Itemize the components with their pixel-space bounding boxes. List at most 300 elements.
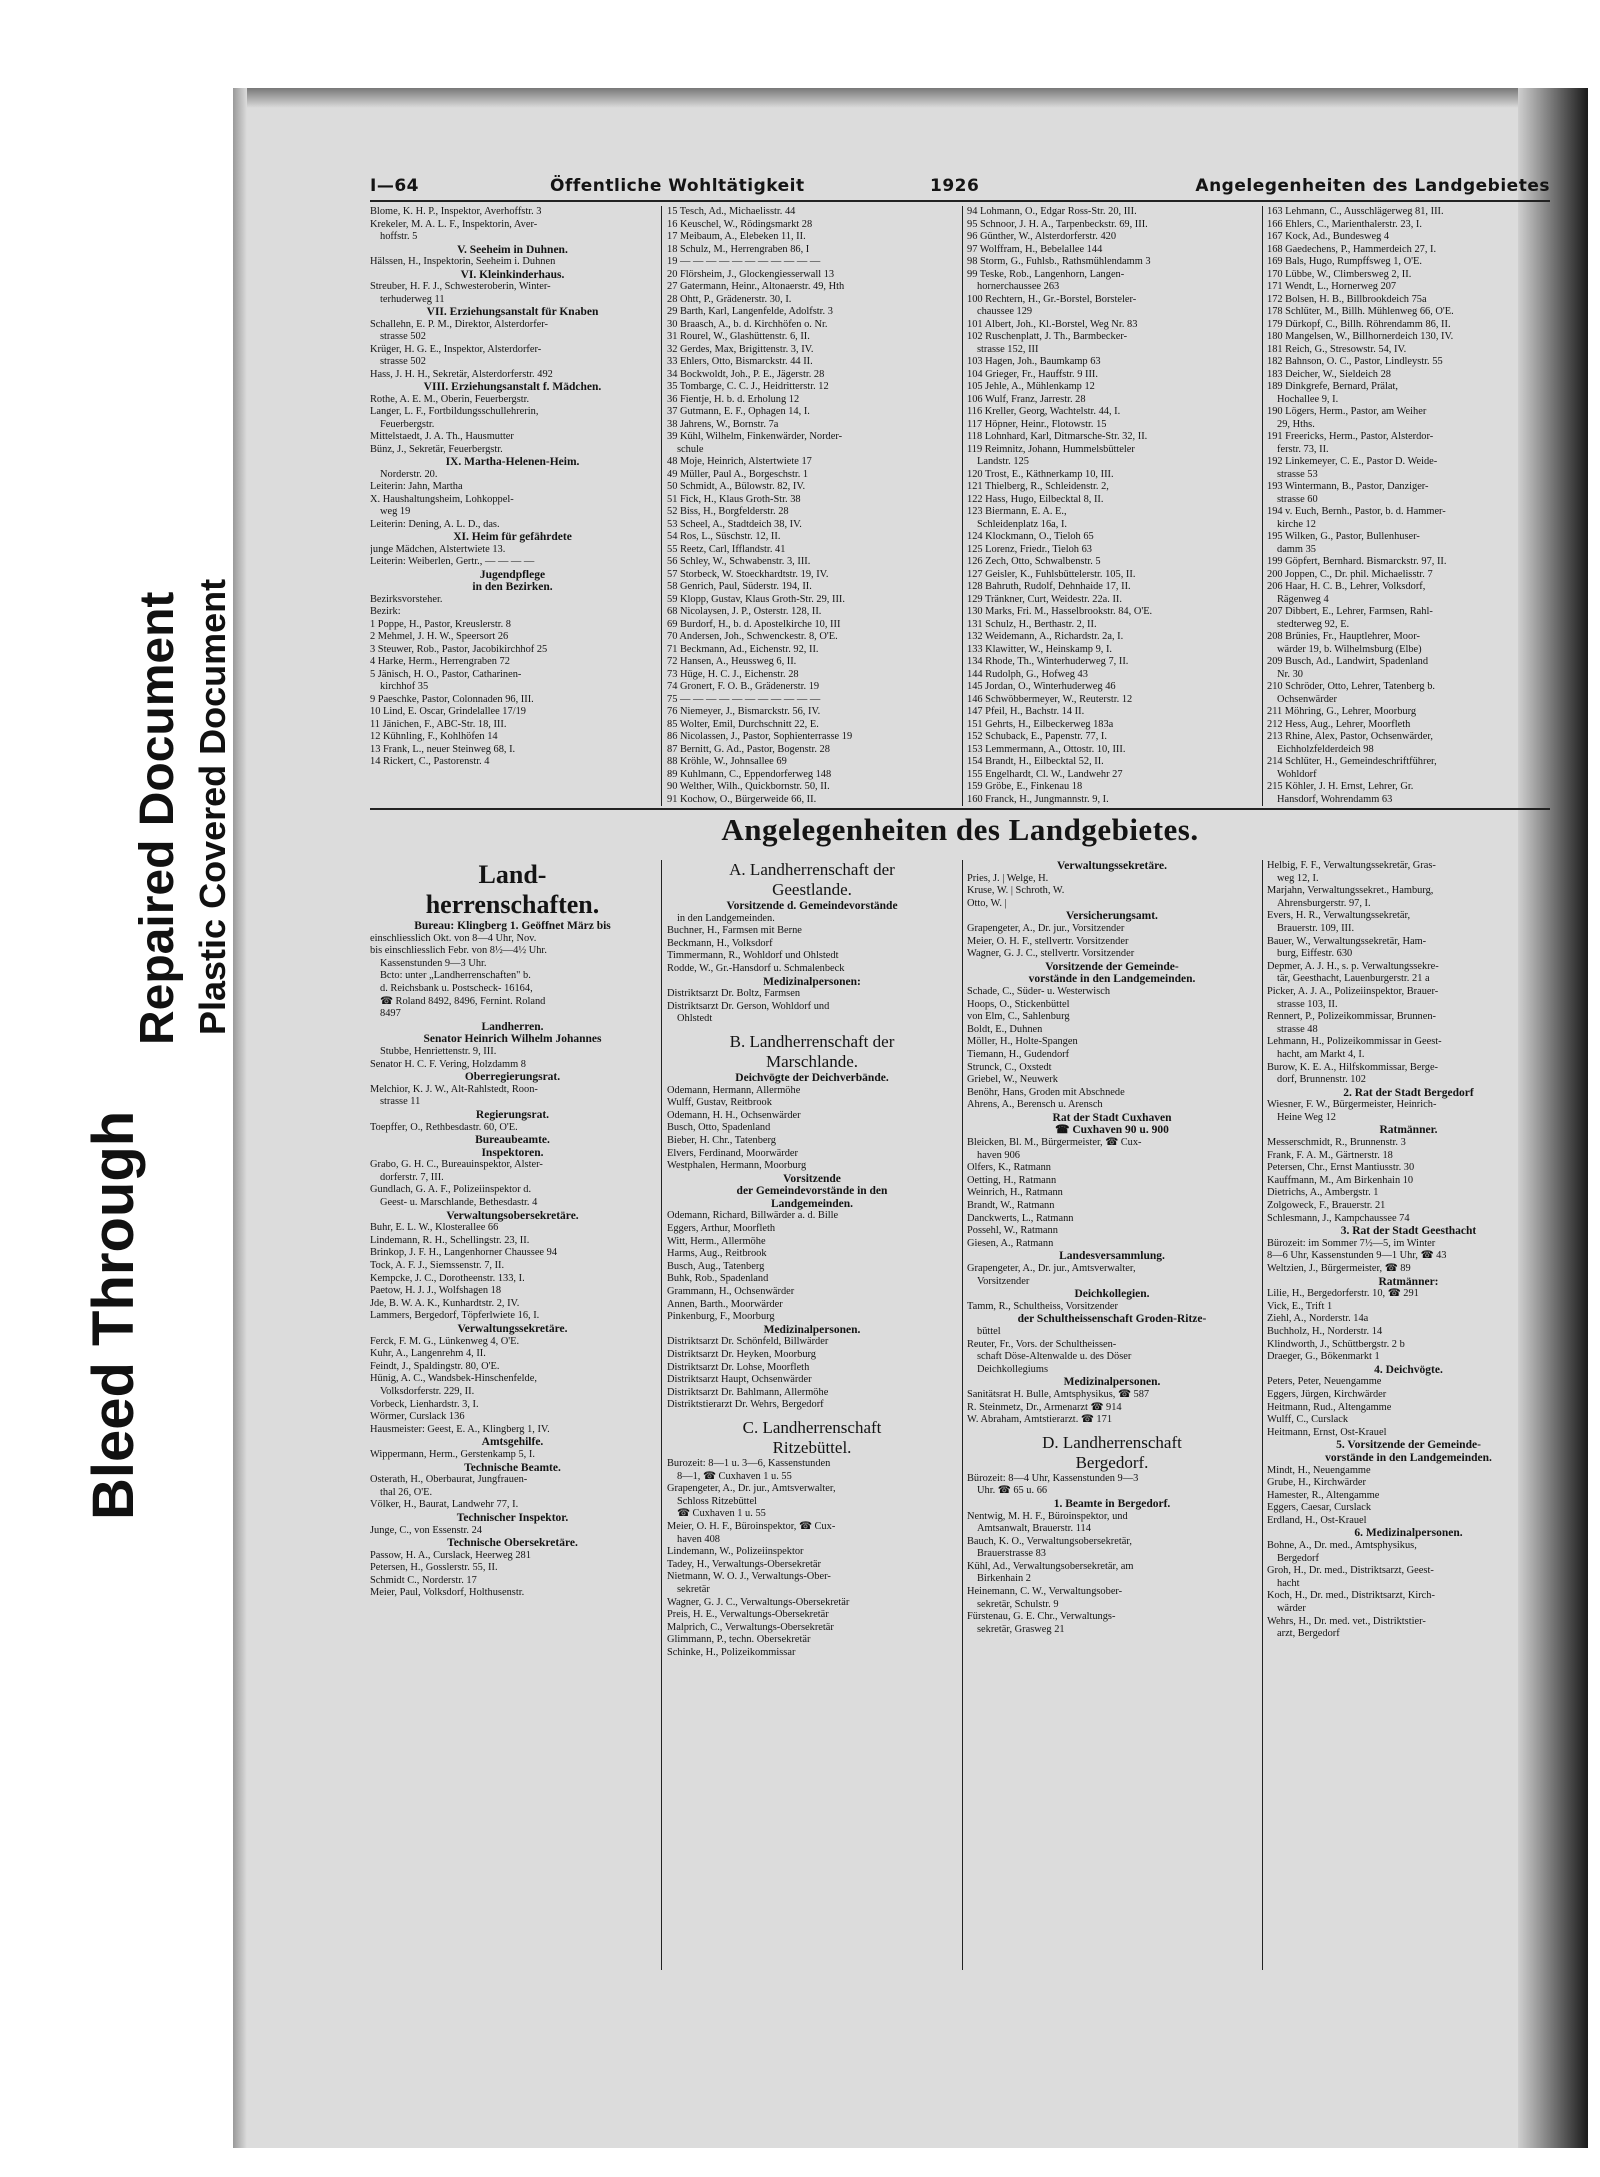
text-line: Feindt, J., Spaldingstr. 80, O'E. [370, 1360, 500, 1372]
text-line: Geest- u. Marschlande, Bethesdastr. 4 [380, 1197, 538, 1209]
text-line: 126 Zech, Otto, Schwalbenstr. 5 [967, 556, 1101, 567]
section-a-lines [667, 900, 957, 1026]
text-line: hornerchaussee 263 [977, 281, 1060, 292]
text-line: 2 Mehmel, J. H. W., Speersort 26 [370, 631, 509, 642]
text-line: 51 Fick, H., Klaus Groth-Str. 38 [667, 493, 801, 505]
text-line: 170 Lübbe, W., Climbersweg 2, II. [1267, 268, 1412, 280]
text-line: in den Bezirken. [472, 581, 553, 593]
text-line: Tamm, R., Schultheiss, Vorsitzender [967, 1300, 1118, 1312]
text-line: 178 Schlüter, M., Billh. Mühlenweg 66, O'E. [1267, 306, 1454, 317]
text-line: Leiterin: Dening, A. L. D., das. [370, 518, 500, 530]
text-line: Distriktsarzt Dr. Lohse, Moorfleth [667, 1361, 810, 1373]
text-line: 195 Wilken, G., Pastor, Bullenhuser- [1267, 531, 1420, 542]
text-line: 30 Braasch, A., b. d. Kirchhöfen o. Nr. [667, 318, 828, 330]
ritzebuettel-continued-lines [967, 860, 1257, 1427]
text-line: 167 Kock, Ad., Bundesweg 4 [1267, 231, 1390, 242]
text-line: Odemann, Hermann, Allermöhe [667, 1084, 801, 1096]
text-line: 131 Schulz, H., Berthastr. 2, II. [967, 618, 1097, 630]
text-line: terhuderweg 11 [380, 293, 445, 305]
text-line: Wulff, Gustav, Reitbrook [667, 1097, 772, 1109]
text-line: Buhk, Rob., Spadenland [667, 1273, 769, 1285]
text-line: 194 v. Euch, Bernh., Pastor, b. d. Hammer- [1267, 506, 1446, 517]
text-line: weg 19 [380, 506, 411, 517]
text-line: Bieber, H. Chr., Tatenberg [667, 1134, 776, 1146]
text-line: Weltzien, J., Bürgermeister, ☎ 89 [1267, 1263, 1411, 1274]
text-line: dorferstr. 7, III. [380, 1171, 444, 1183]
text-line: Giesen, A., Ratmann [967, 1237, 1054, 1249]
text-line: Wagner, G. J. C., stellvertr. Vorsitzender [967, 948, 1135, 960]
text-line: Danckwerts, L., Ratmann [967, 1212, 1074, 1224]
text-line: 75 — — — — — — — — — — — [667, 693, 821, 705]
text-line: strasse 60 [1277, 493, 1318, 505]
text-line: Schinke, H., Polizeikommissar [667, 1646, 796, 1658]
text-line: Technischer Inspektor. [456, 1511, 569, 1524]
text-line: 1. Beamte in Bergedorf. [1053, 1497, 1171, 1510]
text-line: 128 Bahruth, Rudolf, Dehnhaide 17, II. [967, 581, 1131, 592]
text-line: 153 Lemmermann, A., Ottostr. 10, III. [967, 743, 1126, 755]
text-line: Olfers, K., Ratmann [967, 1162, 1051, 1174]
text-line: Schade, C., Süder- u. Westerwisch [967, 985, 1111, 997]
text-line: 34 Bockwoldt, Joh., P. E., Jägerstr. 28 [667, 368, 825, 380]
text-line: arzt, Bergedorf [1277, 1628, 1340, 1640]
text-line: Nentwig, M. H. F., Büroinspektor, und [967, 1510, 1128, 1522]
text-line: Passow, H. A., Curslack, Heerweg 281 [370, 1549, 531, 1561]
text-line: 2. Rat der Stadt Bergedorf [1343, 1086, 1474, 1099]
text-line: 172 Bolsen, H. B., Billbrookdeich 75a [1267, 293, 1427, 305]
text-line: 76 Niemeyer, J., Bismarckstr. 56, IV. [667, 706, 821, 717]
text-line: 6. Medizinalpersonen. [1354, 1527, 1463, 1540]
section-d-lines [967, 1473, 1257, 1637]
text-line: 9 Paeschke, Pastor, Colonnaden 96, III. [370, 693, 534, 705]
text-line: Meier, O. H. F., stellvertr. Vorsitzender [967, 935, 1129, 947]
text-line: Buhr, E. L. W., Klosterallee 66 [370, 1222, 499, 1234]
text-line: Ohlstedt [677, 1013, 713, 1025]
text-line: Lilie, H., Bergedorferstr. 10, ☎ 291 [1267, 1288, 1419, 1300]
text-line: 210 Schröder, Otto, Lehrer, Tatenberg b. [1267, 681, 1436, 692]
text-line: Osterath, H., Oberbaurat, Jungfrauen- [370, 1474, 528, 1486]
text-line: 90 Welther, Wilh., Quickbornstr. 50, II. [667, 781, 830, 792]
text-line: Klindworth, J., Schüttbergstr. 2 b [1267, 1338, 1405, 1350]
text-line: chaussee 129 [977, 306, 1033, 317]
text-line: Grabo, G. H. C., Bureauinspektor, Alster- [370, 1159, 543, 1171]
text-line: 169 Bals, Hugo, Rumpffsweg 1, O'E. [1267, 256, 1422, 267]
top-column-2 [667, 206, 957, 806]
text-line: 38 Jahrens, W., Bornstr. 7a [667, 418, 779, 430]
text-line: Helbig, F. F., Verwaltungssekretär, Gras- [1267, 860, 1436, 871]
text-line: Bergedorf [1277, 1552, 1319, 1564]
text-line: Witt, Herm., Allermöhe [667, 1235, 766, 1247]
text-line: VIII. Erziehungsanstalt f. Mädchen. [423, 381, 602, 393]
text-line: Preis, H. E., Verwaltungs-Obersekretär [667, 1609, 829, 1621]
text-line: 73 Hüge, H. C. J., Eichenstr. 28 [667, 668, 799, 680]
text-line: 133 Klawitter, W., Heinskamp 9, I. [967, 643, 1113, 655]
text-line: Evers, H. R., Verwaltungssekretär, [1267, 910, 1411, 922]
text-line: Kauffmann, M., Am Birkenhain 10 [1267, 1174, 1414, 1186]
text-line: 214 Schlüter, H., Gemeindeschriftführer, [1267, 756, 1437, 767]
text-line: 179 Dürkopf, C., Billh. Röhrendamm 86, II. [1267, 318, 1451, 330]
text-line: Reuter, Fr., Vors. der Schultheissen- [967, 1338, 1117, 1350]
text-line: 129 Tränkner, Curt, Weidestr. 22a. II. [967, 593, 1122, 605]
text-line: Birkenhain 2 [977, 1573, 1031, 1585]
text-line: in den Landgemeinden. [677, 912, 775, 924]
bleed-through-label: Bleed Through [81, 1110, 146, 1520]
scan-top-shadow [233, 88, 1588, 108]
publication-title: Öffentliche Wohltätigkeit [550, 176, 805, 196]
text-line: Wiesner, F. W., Bürgermeister, Heinrich- [1267, 1099, 1437, 1111]
text-line: Boldt, E., Duhnen [967, 1023, 1043, 1035]
text-line: haven 408 [677, 1533, 720, 1545]
text-line: 69 Burdorf, H., b. d. Apostelkirche 10, III [667, 618, 841, 630]
text-line: 4. Deichvögte. [1374, 1363, 1443, 1376]
page-number: I—64 [370, 176, 419, 196]
text-line: 14 Rickert, C., Pastorenstr. 4 [370, 756, 490, 767]
text-line: Melchior, K. J. W., Alt-Rahlstedt, Roon- [370, 1083, 538, 1095]
text-line: 125 Lorenz, Friedr., Tieloh 63 [967, 543, 1092, 555]
text-line: Krekeler, M. A. L. F., Inspektorin, Aver- [370, 218, 538, 230]
text-line: 86 Nicolassen, J., Pastor, Sophienterrasse 19 [667, 731, 853, 742]
text-line: Distriktsarzt Dr. Bahlmann, Allermöhe [667, 1386, 829, 1398]
text-line: Senator H. C. F. Vering, Holzdamm 8 [370, 1058, 526, 1070]
text-line: 27 Gatermann, Heinr., Altonaerstr. 49, Hth [667, 281, 845, 292]
text-line: 5. Vorsitzende der Gemeinde- [1336, 1439, 1481, 1452]
text-line: strasse 11 [380, 1096, 421, 1108]
text-line: Langer, L. F., Fortbildungsschullehrerin, [370, 406, 539, 417]
text-line: 72 Hansen, A., Heussweg 6, II. [667, 656, 797, 667]
text-line: X. Haushaltungsheim, Lohkoppel- [370, 493, 514, 505]
text-line: Bezirksvorsteher. [370, 593, 443, 605]
text-line: Verwaltungssekretäre. [457, 1323, 568, 1335]
text-line: 29 Barth, Karl, Langenfelde, Adolfstr. 3 [667, 306, 833, 317]
column-divider [661, 860, 662, 1970]
text-line: Tock, A. F. J., Siemssenstr. 7, II. [370, 1260, 505, 1272]
text-line: Medizinalpersonen. [763, 1323, 861, 1336]
text-line: 212 Hess, Aug., Lehrer, Moorfleth [1267, 718, 1411, 730]
text-line: 206 Haar, H. C. B., Lehrer, Volksdorf, [1267, 581, 1426, 592]
column-divider [962, 860, 963, 1970]
section-rule [370, 808, 1550, 810]
text-line: Jugendpflege [479, 568, 546, 581]
text-line: Pinkenburg, F., Moorburg [667, 1311, 775, 1323]
text-line: Brinkop, J. F. H., Langenhorner Chaussee 94 [370, 1247, 558, 1259]
text-line: burg, Eiffestr. 630 [1277, 948, 1353, 960]
text-line: Benöhr, Hans, Groden mit Abschnede [967, 1086, 1125, 1098]
text-line: Wohldorf [1277, 768, 1317, 780]
text-line: 48 Moje, Heinrich, Alstertwiete 17 [667, 456, 812, 467]
text-line: 120 Trost, E., Käthnerkamp 10, III. [967, 468, 1114, 480]
text-line: Kuhr, A., Langenrehm 4, II. [370, 1348, 486, 1360]
text-line: 91 Kochow, O., Bürgerweide 66, II. [667, 793, 817, 805]
text-line: Distriktsarzt Dr. Schönfeld, Billwärder [667, 1336, 829, 1348]
text-line: 32 Gerdes, Max, Brigittenstr. 3, IV. [667, 343, 814, 355]
text-line: 183 Deicher, W., Sieldeich 28 [1267, 368, 1391, 380]
text-line: Malprich, C., Verwaltungs-Obersekretär [667, 1621, 834, 1633]
text-line: Kassenstunden 9—3 Uhr. [380, 957, 487, 969]
text-line: Technische Obersekretäre. [447, 1537, 578, 1550]
text-line: 147 Pfeil, H., Bachstr. 14 II. [967, 706, 1085, 717]
text-line: hacht, am Markt 4, I. [1277, 1048, 1365, 1060]
text-line: Hochallee 9, I. [1277, 393, 1339, 405]
text-line: 154 Brandt, H., Eilbecktal 52, II. [967, 756, 1104, 767]
text-line: Völker, H., Baurat, Landwehr 77, I. [370, 1499, 519, 1511]
text-line: 68 Nicolaysen, J. P., Osterstr. 128, II. [667, 606, 822, 617]
text-line: 19 — — — — — — — — — — — [667, 256, 821, 267]
text-line: Griebel, W., Neuwerk [967, 1074, 1058, 1086]
text-line: 57 Storbeck, W. Stoeckhardtstr. 19, IV. [667, 568, 829, 580]
top-column-3 [967, 206, 1257, 806]
text-line: 200 Joppen, C., Dr. phil. Michaelisstr. 7 [1267, 568, 1433, 580]
text-line: tär, Geesthacht, Lauenburgerstr. 21 a [1277, 973, 1430, 985]
text-line: Hamester, R., Altengamme [1267, 1489, 1380, 1501]
text-line: Kruse, W. | Schroth, W. [967, 885, 1065, 897]
text-line: 191 Freericks, Herm., Pastor, Alsterdor- [1267, 431, 1434, 442]
text-line: 151 Gehrts, H., Eilbeckerweg 183a [967, 718, 1114, 730]
text-line: Lammers, Bergedorf, Töpferlwiete 16, I. [370, 1310, 540, 1322]
text-line: Rennert, P., Polizeikommissar, Brunnen- [1267, 1011, 1436, 1023]
text-line: 13 Frank, L., neuer Steinweg 68, I. [370, 743, 516, 755]
text-line: W. Abraham, Amtstierarzt. ☎ 171 [967, 1414, 1113, 1426]
text-line: XI. Heim für gefährdete [453, 531, 572, 543]
text-line: Hansdorf, Wohrendamm 63 [1277, 793, 1393, 805]
text-line: 88 Kröhle, W., Johnsallee 69 [667, 756, 787, 767]
text-line: Hoops, O., Stickenbüttel [967, 998, 1070, 1010]
text-line: 49 Müller, Paul A., Borgeschstr. 1 [667, 468, 809, 480]
text-line: Bünz, J., Sekretär, Feuerbergstr. [370, 443, 503, 455]
text-line: Junge, C., von Essenstr. 24 [370, 1524, 482, 1536]
text-line: 166 Ehlers, C., Marienthalerstr. 23, I. [1267, 218, 1422, 230]
text-line: strasse 53 [1277, 468, 1318, 480]
text-line: Meier, Paul, Volksdorf, Holthusenstr. [370, 1587, 525, 1599]
text-line: schule [677, 443, 704, 455]
text-line: 207 Dibbert, E., Lehrer, Farmsen, Rahl- [1267, 606, 1433, 617]
side-margin-labels [40, 0, 233, 2177]
text-line: Buchner, H., Farmsen mit Berne [667, 925, 802, 937]
text-line: 105 Jehle, A., Mühlenkamp 12 [967, 381, 1095, 392]
text-line: Westphalen, Hermann, Moorburg [667, 1160, 807, 1172]
text-line: Bürozeit: 8—4 Uhr, Kassenstunden 9—3 [967, 1472, 1139, 1484]
text-line: 106 Wulf, Franz, Jarrestr. 28 [967, 393, 1086, 405]
section-a-title-1: A. Landherrenschaft der [729, 860, 895, 879]
text-line: Meier, O. H. F., Büroinspektor, ☎ Cux- [667, 1520, 836, 1532]
text-line: Paetow, H. J. J., Wolfshagen 18 [370, 1285, 502, 1297]
text-line: Ochsenwärder [1277, 693, 1338, 705]
section-d-title-1: D. Landherrenschaft [1042, 1432, 1182, 1452]
text-line: Versicherungsamt. [1066, 910, 1158, 923]
section-c-title-1: C. Landherrenschaft [742, 1417, 882, 1437]
text-line: vorstände in den Landgemeinden. [1325, 1451, 1492, 1464]
text-line: 103 Hagen, Joh., Baumkamp 63 [967, 356, 1101, 367]
text-line: Leiterin: Jahn, Martha [370, 481, 463, 492]
text-line: 10 Lind, E. Oscar, Grindelallee 17/19 [370, 706, 526, 717]
text-line: Rodde, W., Gr.-Hansdorf u. Schmalenbeck [667, 962, 845, 974]
text-line: haven 906 [977, 1149, 1020, 1161]
text-line: 12 Kühnling, F., Kohlhöfen 14 [370, 731, 498, 742]
text-line: sekretär, Schulstr. 9 [977, 1598, 1059, 1610]
text-line: 18 Schulz, M., Herrengraben 86, I [667, 243, 810, 255]
text-line: damm 35 [1277, 543, 1316, 555]
text-line: Schlesmann, J., Kampchaussee 74 [1267, 1212, 1410, 1224]
text-line: 98 Storm, G., Fuhlsb., Rathsmühlendamm 3 [967, 256, 1151, 267]
text-line: 193 Wintermann, B., Pastor, Danziger- [1267, 481, 1429, 492]
text-line: 182 Bahnson, O. C., Pastor, Lindleystr. 55 [1267, 356, 1443, 367]
text-line: Schloss Ritzebüttel [677, 1495, 757, 1507]
repaired-document-label: Repaired Document [131, 591, 184, 1045]
text-line: 121 Thielberg, R., Schleidenstr. 2, [967, 481, 1109, 492]
text-line: Groh, H., Dr. med., Distriktsarzt, Geest- [1267, 1565, 1434, 1577]
text-line: Bcto: unter „Landherrenschaften" b. [380, 970, 531, 982]
text-line: Peters, Peter, Neuengamme [1267, 1376, 1382, 1388]
section-d-title-2: Bergedorf. [1075, 1452, 1149, 1472]
text-line: Landherren. [481, 1020, 544, 1033]
text-line: Regierungsrat. [475, 1108, 550, 1121]
text-line: Gundlach, G. A. F., Polizeiinspektor d. [370, 1184, 532, 1196]
text-line: Ziehl, A., Norderstr. 14a [1267, 1313, 1369, 1325]
text-line: 31 Rourel, W., Glashüttenstr. 6, II. [667, 331, 810, 342]
text-line: Odemann, H. H., Ochsenwärder [667, 1109, 801, 1121]
text-line: 134 Rhode, Th., Winterhuderweg 7, II. [967, 656, 1129, 667]
text-line: Jde, B. W. A. K., Kunhardtstr. 2, IV. [370, 1297, 520, 1309]
text-line: Elvers, Ferdinand, Moorwärder [667, 1147, 798, 1159]
text-line: 11 Jänichen, F., ABC-Str. 18, III. [370, 718, 507, 730]
text-line: kirchhof 35 [380, 681, 429, 692]
text-line: Oetting, H., Ratmann [967, 1174, 1057, 1186]
text-line: Eggers, Caesar, Curslack [1267, 1502, 1372, 1514]
text-line: Rägenweg 4 [1277, 593, 1329, 605]
text-line: Petersen, Chr., Ernst Mantiusstr. 30 [1267, 1162, 1415, 1174]
text-line: Krüger, H. G. E., Inspektor, Alsterdorfer- [370, 343, 542, 355]
text-line: Petersen, H., Gosslerstr. 55, II. [370, 1562, 498, 1574]
text-line: Blome, K. H. P., Inspektor, Averhoffstr. 3 [370, 206, 542, 217]
text-line: Deichkollegiums [977, 1363, 1048, 1375]
text-line: ☎ Cuxhaven 90 u. 900 [1055, 1124, 1169, 1137]
text-line: Otto, W. | [967, 897, 1007, 909]
text-line: Zolgoweck, F., Brauerstr. 21 [1267, 1200, 1386, 1212]
text-line: Verwaltungsobersekretäre. [446, 1209, 579, 1222]
text-line: Glimmann, P., techn. Obersekretär [667, 1634, 811, 1646]
text-line: Sanitätsrat H. Bulle, Amtsphysikus, ☎ 587 [967, 1388, 1150, 1400]
text-line: Grapengeter, A., Dr. jur., Amtsverwalter, [667, 1483, 836, 1495]
text-line: Grube, H., Kirchwärder [1267, 1477, 1366, 1489]
bottom-column-4-lines [1267, 860, 1550, 1641]
text-line: hoffstr. 5 [380, 231, 418, 242]
text-line: 130 Marks, Fri. M., Hasselbrookstr. 84, O'E. [967, 606, 1153, 617]
text-line: Wehrs, H., Dr. med. vet., Distriktstier- [1267, 1615, 1426, 1627]
text-line: strasse 152, III [977, 343, 1039, 355]
text-line: Messerschmidt, R., Brunnenstr. 3 [1267, 1137, 1406, 1149]
text-line: Timmermann, R., Wohldorf und Ohlstedt [667, 950, 839, 962]
text-line: Hünig, A. C., Wandsbek-Hinschenfelde, [370, 1373, 537, 1385]
text-line: 59 Klopp, Gustav, Klaus Groth-Str. 29, III. [667, 593, 845, 605]
text-line: 144 Rudolph, G., Hofweg 43 [967, 668, 1088, 680]
text-line: 155 Engelhardt, Cl. W., Landwehr 27 [967, 768, 1123, 780]
top-column-1 [370, 206, 655, 806]
text-line: 118 Lohnhard, Karl, Ditmarsche-Str. 32, II. [967, 431, 1148, 442]
text-line: Schmidt C., Norderstr. 17 [370, 1574, 477, 1586]
text-line: Picker, A. J. A., Polizeiinspektor, Brauer- [1267, 985, 1439, 997]
text-line: Landgemeinden. [770, 1197, 854, 1210]
text-line: 37 Gutmann, E. F., Ophagen 14, I. [667, 406, 810, 417]
text-line: 208 Brünies, Fr., Hauptlehrer, Moor- [1267, 631, 1420, 642]
text-line: Nr. 30 [1277, 668, 1303, 680]
text-line: Harms, Aug., Reitbrook [667, 1248, 767, 1260]
text-line: Kempcke, J. C., Dorotheenstr. 133, I. [370, 1272, 525, 1284]
text-line: einschliesslich Okt. von 8—4 Uhr, Nov. [370, 932, 537, 944]
text-line: ☎ Roland 8492, 8496, Fernint. Roland [380, 995, 546, 1007]
text-line: Landstr. 125 [977, 456, 1029, 467]
text-line: Volksdorferstr. 229, II. [380, 1385, 475, 1397]
text-line: 56 Schley, W., Schwabenstr. 3, III. [667, 556, 811, 567]
text-line: Ahrensburgerstr. 97, I. [1277, 897, 1371, 909]
text-line: Brauerstr. 109, III. [1277, 922, 1355, 934]
text-line: Eichholzfelderdeich 98 [1277, 743, 1374, 755]
text-line: Tiemann, H., Gudendorf [967, 1048, 1070, 1060]
text-line: 8—1, ☎ Cuxhaven 1 u. 55 [677, 1470, 792, 1482]
text-line: Weinrich, H., Ratmann [967, 1187, 1063, 1199]
publication-year: 1926 [930, 176, 980, 196]
text-line: 50 Schmidt, A., Bülowstr. 82, IV. [667, 481, 806, 492]
text-line: Bauer, W., Verwaltungssekretär, Ham- [1267, 935, 1427, 947]
text-line: Depmer, A. J. H., s. p. Verwaltungssekre- [1267, 960, 1439, 972]
text-line: vorstände in den Landgemeinden. [1028, 973, 1196, 986]
text-line: Distriktstierarzt Dr. Wehrs, Bergedorf [667, 1399, 824, 1411]
text-line: 163 Lehmann, C., Ausschlägerweg 81, III. [1267, 206, 1444, 217]
text-line: Ferck, F. M. G., Lünkenweg 4, O'E. [370, 1335, 520, 1347]
text-line: Distriktsarzt Haupt, Ochsenwärder [667, 1374, 812, 1386]
text-line: Oberregierungsrat. [464, 1071, 561, 1084]
text-line: 132 Weidemann, A., Richardstr. 2a, I. [967, 631, 1124, 642]
text-line: hacht [1277, 1577, 1300, 1589]
text-line: Wippermann, Herm., Gerstenkamp 5, I. [370, 1448, 535, 1460]
text-line: 29, Hths. [1277, 418, 1315, 430]
text-line: strasse 103, II. [1277, 998, 1338, 1010]
text-line: Heitmann, Rud., Altengamme [1267, 1401, 1392, 1413]
text-line: Heine Weg 12 [1277, 1111, 1336, 1123]
text-line: Buchholz, H., Norderstr. 14 [1267, 1325, 1383, 1337]
text-line: Bauch, K. O., Verwaltungsobersekretär, [967, 1535, 1133, 1547]
text-line: strasse 502 [380, 356, 426, 367]
section-b-title-2: Marschlande. [765, 1051, 859, 1071]
text-line: 181 Reich, G., Stresowstr. 54, IV. [1267, 343, 1407, 355]
text-line: 189 Dinkgrefe, Bernard, Prälat, [1267, 381, 1398, 392]
text-line: Lehmann, H., Polizeikommissar in Geest- [1267, 1036, 1442, 1048]
text-line: Bezirk: [370, 606, 401, 617]
text-line: 5 Jänisch, H. O., Pastor, Catharinen- [370, 668, 522, 680]
text-line: sekretär [677, 1583, 710, 1595]
plastic-covered-label: Plastic Covered Document [192, 578, 233, 1035]
text-line: Ahrens, A., Berensch u. Arensch [967, 1099, 1103, 1111]
text-line: Landesversammlung. [1059, 1250, 1165, 1263]
text-line: Rothe, A. E. M., Oberin, Feuerbergstr. [370, 393, 530, 405]
header-rule [370, 200, 1550, 202]
scan-left-shadow [233, 88, 247, 2148]
text-line: V. Seeheim in Duhnen. [457, 243, 568, 256]
text-line: 33 Ehlers, Otto, Bismarckstr. 44 II. [667, 356, 813, 367]
text-line: Koch, H., Dr. med., Distriktsarzt, Kirch- [1267, 1590, 1435, 1602]
text-line: büttel [977, 1325, 1001, 1337]
text-line: Draeger, G., Bökenmarkt 1 [1267, 1351, 1380, 1363]
text-line: 28 Ohtt, P., Grädenerstr. 30, I. [667, 293, 792, 305]
text-line: Schleidenplatz 16a, I. [977, 518, 1068, 530]
text-line: 1 Poppe, H., Pastor, Kreuslerstr. 8 [370, 618, 511, 630]
text-line: 127 Geisler, K., Fuhlsbüttelerstr. 105, II. [967, 568, 1136, 580]
text-line: 94 Lohmann, O., Edgar Ross-Str. 20, III. [967, 206, 1137, 217]
text-line: Deichvögte der Deichverbände. [735, 1071, 889, 1084]
text-line: 104 Grieger, Fr., Hauffstr. 9 III. [967, 368, 1098, 380]
bottom-column-3 [967, 860, 1257, 1970]
text-line: strasse 502 [380, 331, 426, 342]
text-line: VI. Kleinkinderhaus. [460, 268, 565, 281]
section-b-lines [667, 1072, 957, 1412]
text-line: Stubbe, Henriettenstr. 9, III. [380, 1045, 497, 1057]
